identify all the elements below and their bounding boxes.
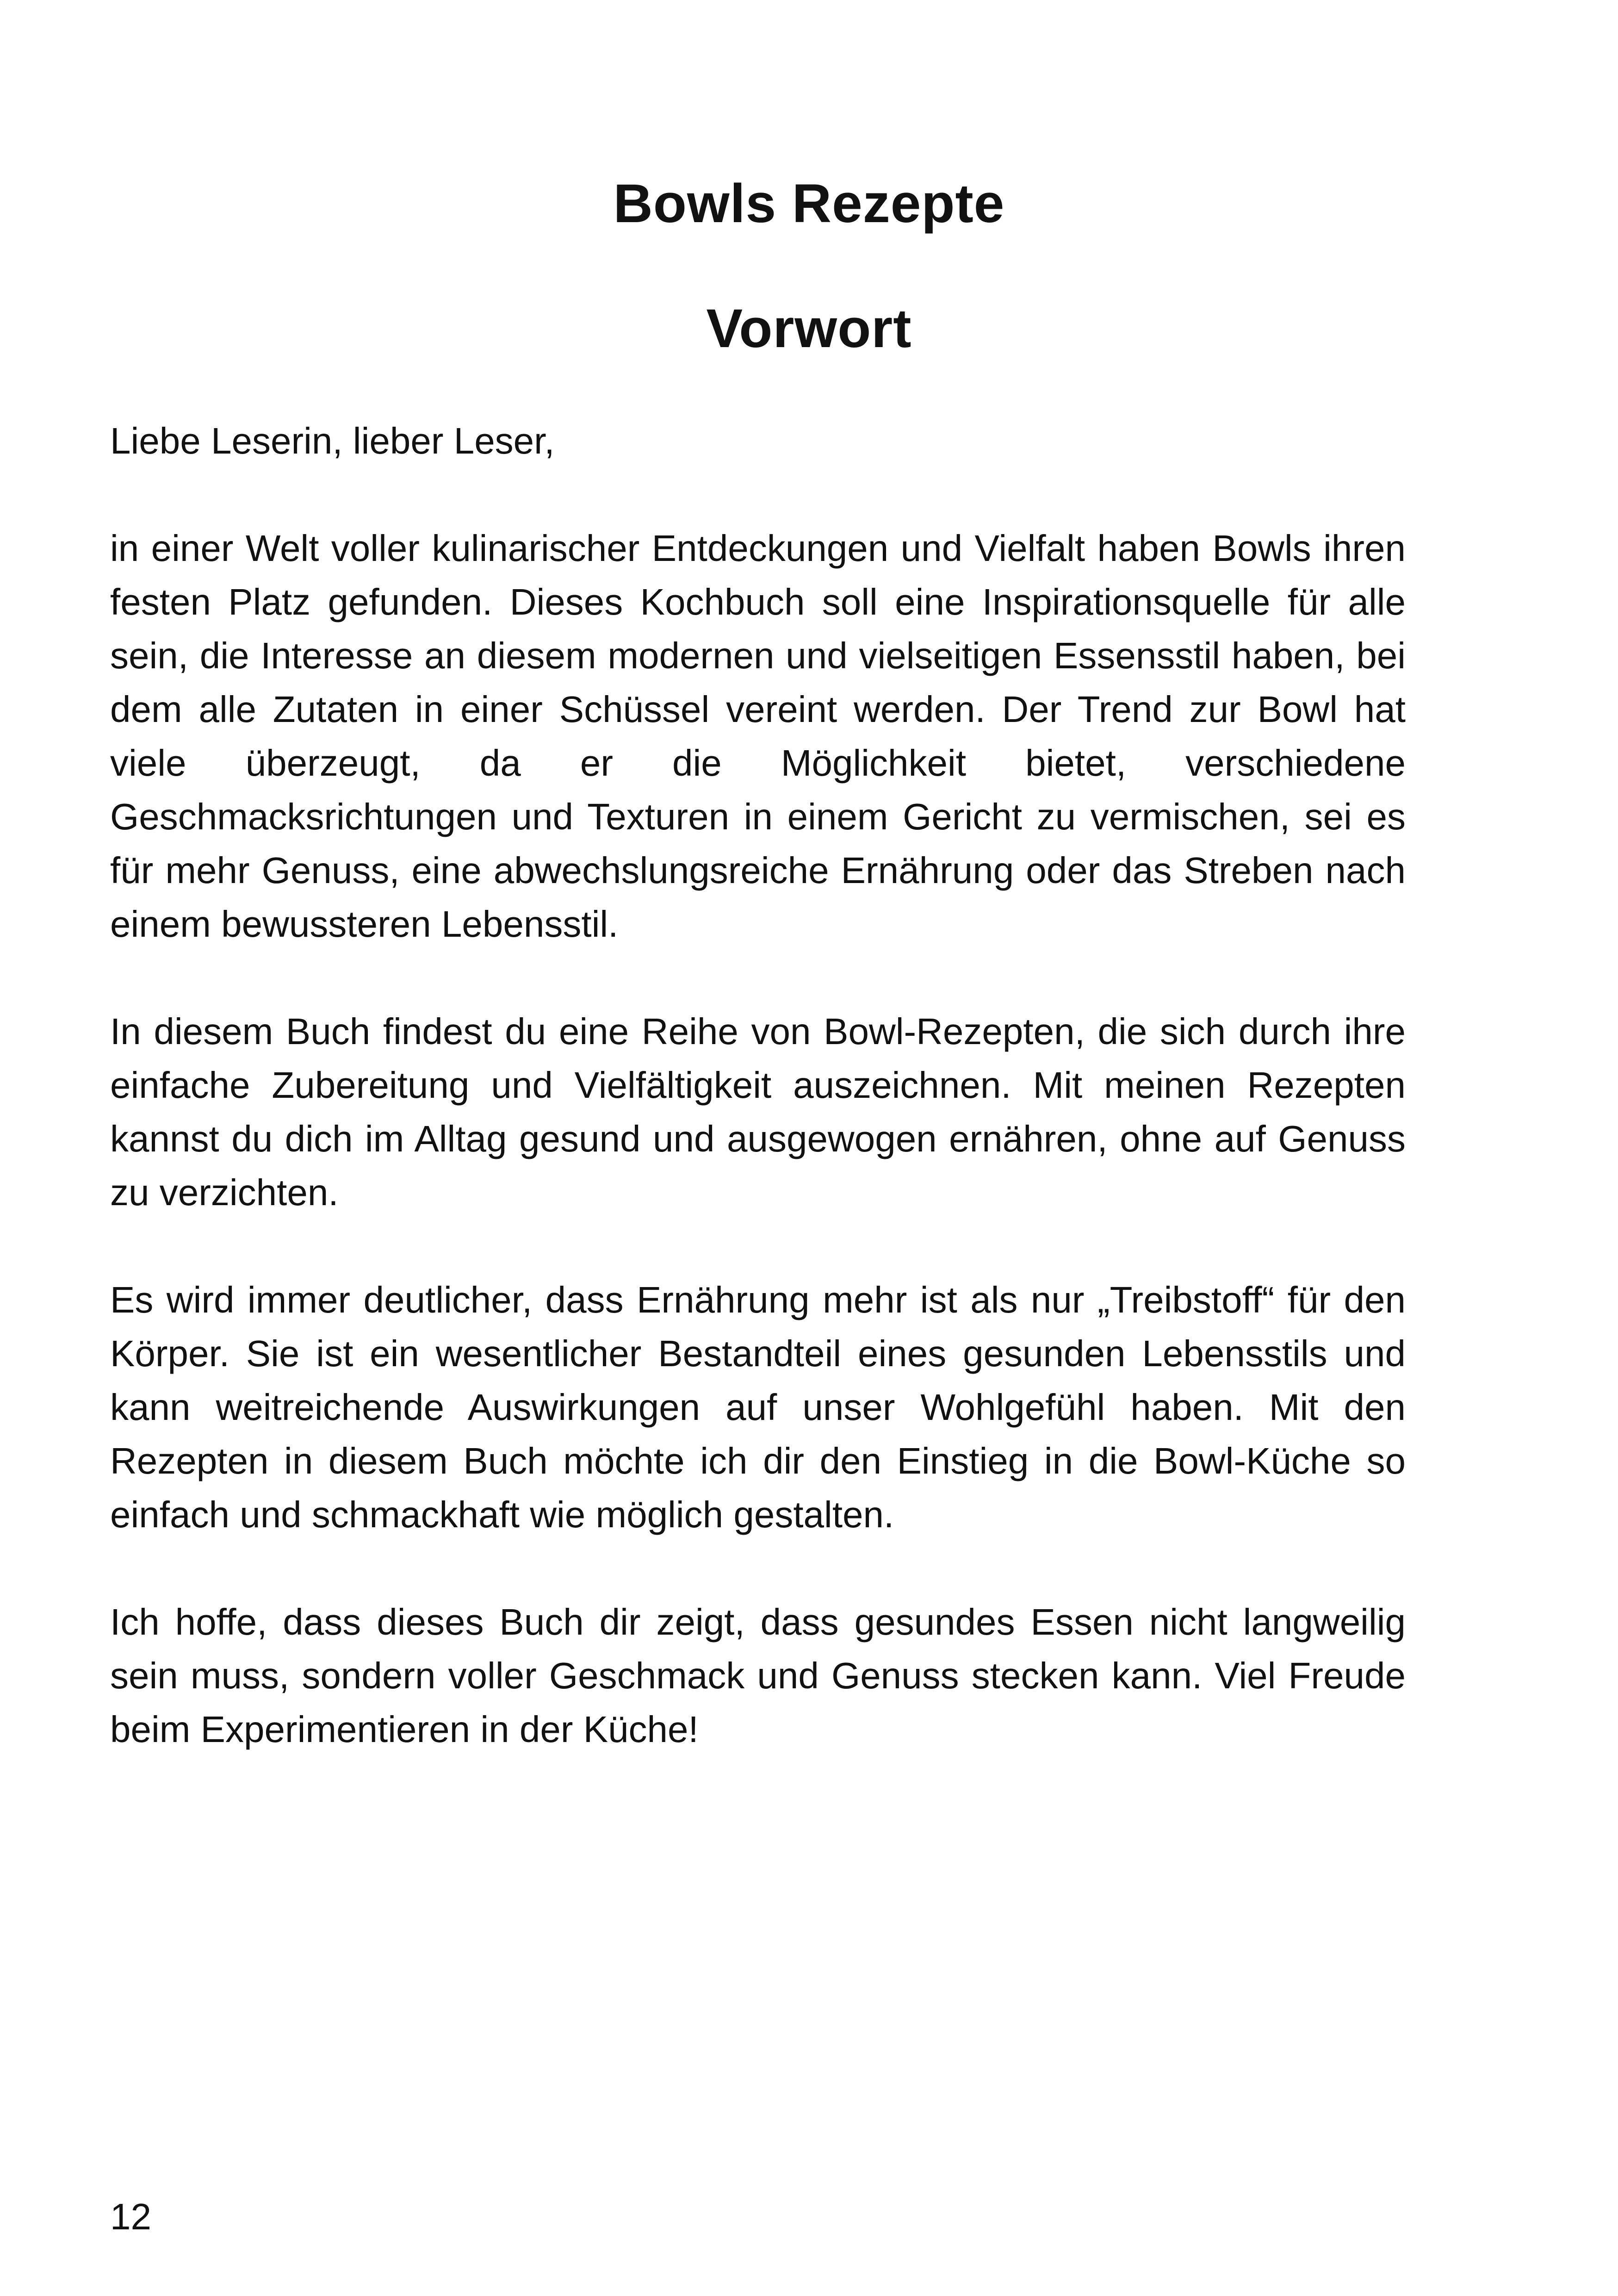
paragraph-1: in einer Welt voller kulinarischer Entdeckungen und Vielfalt haben Bowls ihren festen Platz gefunden. Dieses Kochbuch soll eine Inspirationsquelle für alle sein, die Interesse an diesem modernen und vielseitigen Essensstil haben, bei dem alle Zutaten in einer Schüssel vereint werden. Der Trend zur Bowl hat viele überzeugt, da er die Möglichkeit bietet, verschiedene Geschmacksrichtungen und Texturen in einem Gericht zu vermischen, sei es für mehr Genuss, eine abwechslungsreiche Ernährung oder das Streben nach einem bewussteren Lebensstil. [110, 528, 1406, 945]
paragraph-3: Es wird immer deutlicher, dass Ernährung mehr ist als nur „Treibstoff“ für den Körper. Sie ist ein wesentlicher Bestandteil eines gesunden Lebensstils und kann weitreichende Auswirkungen auf unser Wohlgefühl haben. Mit den Rezepten in diesem Buch möchte ich dir den Einstieg in die Bowl-Küche so einfach und schmackhaft wie möglich gestalten. [110, 1279, 1406, 1535]
page-number: 12 [110, 2196, 151, 2237]
paragraph-4: Ich hoffe, dass dieses Buch dir zeigt, dass gesundes Essen nicht langweilig sein muss, sondern voller Geschmack und Genuss stecken kann. Viel Freude beim Experimentieren in der Küche! [110, 1601, 1406, 1750]
salutation: Liebe Leserin, lieber Leser, [110, 420, 555, 461]
chapter-title: Vorwort [706, 298, 912, 359]
paragraph-2: In diesem Buch findest du eine Reihe von Bowl-Rezepten, die sich durch ihre einfache Zubereitung und Vielfältigkeit auszeichnen. Mit meinen Rezepten kannst du dich im Alltag gesund und ausgewogen ernähren, ohne auf Genuss zu verzichten. [110, 1011, 1406, 1213]
foreword-body [110, 414, 1406, 1810]
book-title: Bowls Rezepte [613, 173, 1005, 234]
